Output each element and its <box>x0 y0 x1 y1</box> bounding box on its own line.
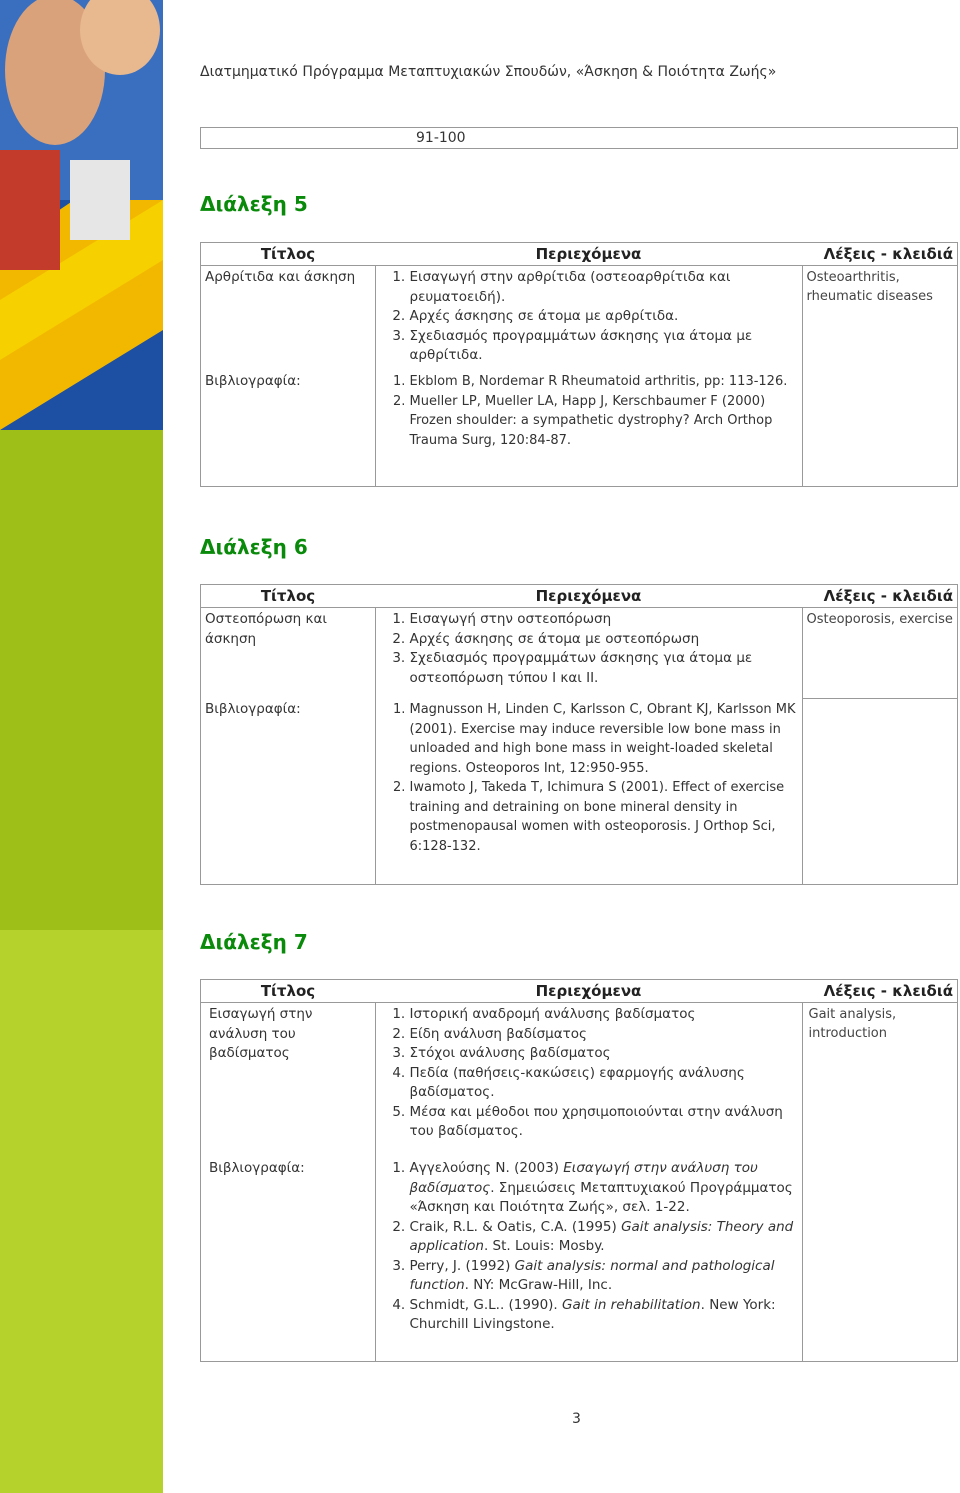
lecture-5-table <box>200 242 958 487</box>
list-item: 5. Μέσα και μέθοδοι που χρησιμοποιούνται στην ανάλυση του βαδίσματος. <box>410 1103 798 1142</box>
col-content-header: Περιεχόμενα <box>375 243 802 266</box>
list-item: 3. Στόχοι ανάλυσης βαδίσματος <box>410 1044 798 1064</box>
page-range: 91-100 <box>416 130 466 146</box>
document-header: Διατμηματικό Πρόγραμμα Μεταπτυχιακών Σπουδών, «Άσκηση & Ποιότητα Ζωής» <box>200 64 777 80</box>
lecture-contents <box>375 1003 802 1158</box>
list-item: 2. Αρχές άσκησης σε άτομα με αρθρίτιδα. <box>410 307 798 327</box>
reference-item: 4. Schmidt, G.L.. (1990). Gait in rehabilitation. New York: Churchill Livingstone. <box>410 1296 798 1335</box>
bibliography-label: Βιβλιογραφία: <box>201 370 376 487</box>
reference-item: 1. Ekblom B, Nordemar R Rheumatoid arthritis, pp: 113-126. <box>410 372 798 392</box>
bibliography-list <box>375 370 802 487</box>
lecture-title: Εισαγωγή στην ανάλυση του βαδίσματος <box>201 1003 376 1158</box>
lecture-6-table <box>200 584 958 885</box>
lecture-title: Αρθρίτιδα και άσκηση <box>201 266 376 371</box>
reference-item: 2. Craik, R.L. & Oatis, C.A. (1995) Gait analysis: Theory and application. St. Louis: Mosby. <box>410 1218 798 1257</box>
list-item: 3. Σχεδιασμός προγραμμάτων άσκησης για άτομα με οστεοπόρωση τύπου I και II. <box>410 649 798 688</box>
empty-cell <box>802 698 958 885</box>
col-title-header: Τίτλος <box>201 980 376 1003</box>
bibliography-list <box>375 698 802 885</box>
lecture-contents <box>375 266 802 371</box>
col-keywords-header: Λέξεις - κλειδιά <box>802 980 958 1003</box>
list-item: 4. Πεδία (παθήσεις-κακώσεις) εφαρμογής ανάλυσης βαδίσματος. <box>410 1064 798 1103</box>
empty-cell <box>802 370 958 487</box>
page-number: 3 <box>572 1411 581 1427</box>
continuation-table-row <box>200 127 958 149</box>
lecture-5-heading: Διάλεξη 5 <box>200 192 308 216</box>
lecture-6-heading: Διάλεξη 6 <box>200 535 308 559</box>
lecture-7-table <box>200 979 958 1362</box>
empty-cell <box>802 1157 958 1362</box>
list-item: 1. Ιστορική αναδρομή ανάλυσης βαδίσματος <box>410 1005 798 1025</box>
col-keywords-header: Λέξεις - κλειδιά <box>802 243 958 266</box>
col-content-header: Περιεχόμενα <box>375 585 802 608</box>
reference-item: 2. Iwamoto J, Takeda T, Ichimura S (2001). Effect of exercise training and detraining on bone mineral density in postmenopausal women with osteoporosis. J Orthop Sci, 6:128-132. <box>410 778 798 856</box>
lecture-contents <box>375 608 802 699</box>
col-content-header: Περιεχόμενα <box>375 980 802 1003</box>
col-title-header: Τίτλος <box>201 585 376 608</box>
col-title-header: Τίτλος <box>201 243 376 266</box>
bibliography-label: Βιβλιογραφία: <box>201 698 376 885</box>
col-keywords-header: Λέξεις - κλειδιά <box>802 585 958 608</box>
list-item: 2. Είδη ανάλυση βαδίσματος <box>410 1025 798 1045</box>
reference-item: 3. Perry, J. (1992) Gait analysis: normal and pathological function. NY: McGraw-Hill, Inc. <box>410 1257 798 1296</box>
list-item: 1. Εισαγωγή στην αρθρίτιδα (οστεοαρθρίτιδα και ρευματοειδή). <box>410 268 798 307</box>
decorative-sidebar <box>0 0 163 1493</box>
reference-item: 1. Αγγελούσης Ν. (2003) Εισαγωγή στην ανάλυση του βαδίσματος. Σημειώσεις Μεταπτυχιακού Προγράμματος «Άσκηση και Ποιότητα Ζωής», σελ. 1-22. <box>410 1159 798 1218</box>
reference-item: 2. Mueller LP, Mueller LA, Happ J, Kerschbaumer F (2000) Frozen shoulder: a sympathetic dystrophy? Arch Orthop Trauma Surg, 120:84-87. <box>410 392 798 451</box>
lecture-keywords: Gait analysis, introduction <box>802 1003 958 1158</box>
list-item: 2. Αρχές άσκησης σε άτομα με οστεοπόρωση <box>410 630 798 650</box>
list-item: 3. Σχεδιασμός προγραμμάτων άσκησης για άτομα με αρθρίτιδα. <box>410 327 798 366</box>
lecture-title: Οστεοπόρωση και άσκηση <box>201 608 376 699</box>
lecture-7-heading: Διάλεξη 7 <box>200 930 308 954</box>
reference-item: 1. Magnusson H, Linden C, Karlsson C, Obrant KJ, Karlsson MK (2001). Exercise may induce reversible low bone mass in unloaded and high bone mass in weight-loaded skeletal regions. Osteoporos Int, 12:950-955. <box>410 700 798 778</box>
lecture-keywords: Osteoporosis, exercise <box>802 608 958 699</box>
lecture-keywords: Osteoarthritis, rheumatic diseases <box>802 266 958 371</box>
list-item: 1. Εισαγωγή στην οστεοπόρωση <box>410 610 798 630</box>
bibliography-list <box>375 1157 802 1362</box>
bibliography-label: Βιβλιογραφία: <box>201 1157 376 1362</box>
